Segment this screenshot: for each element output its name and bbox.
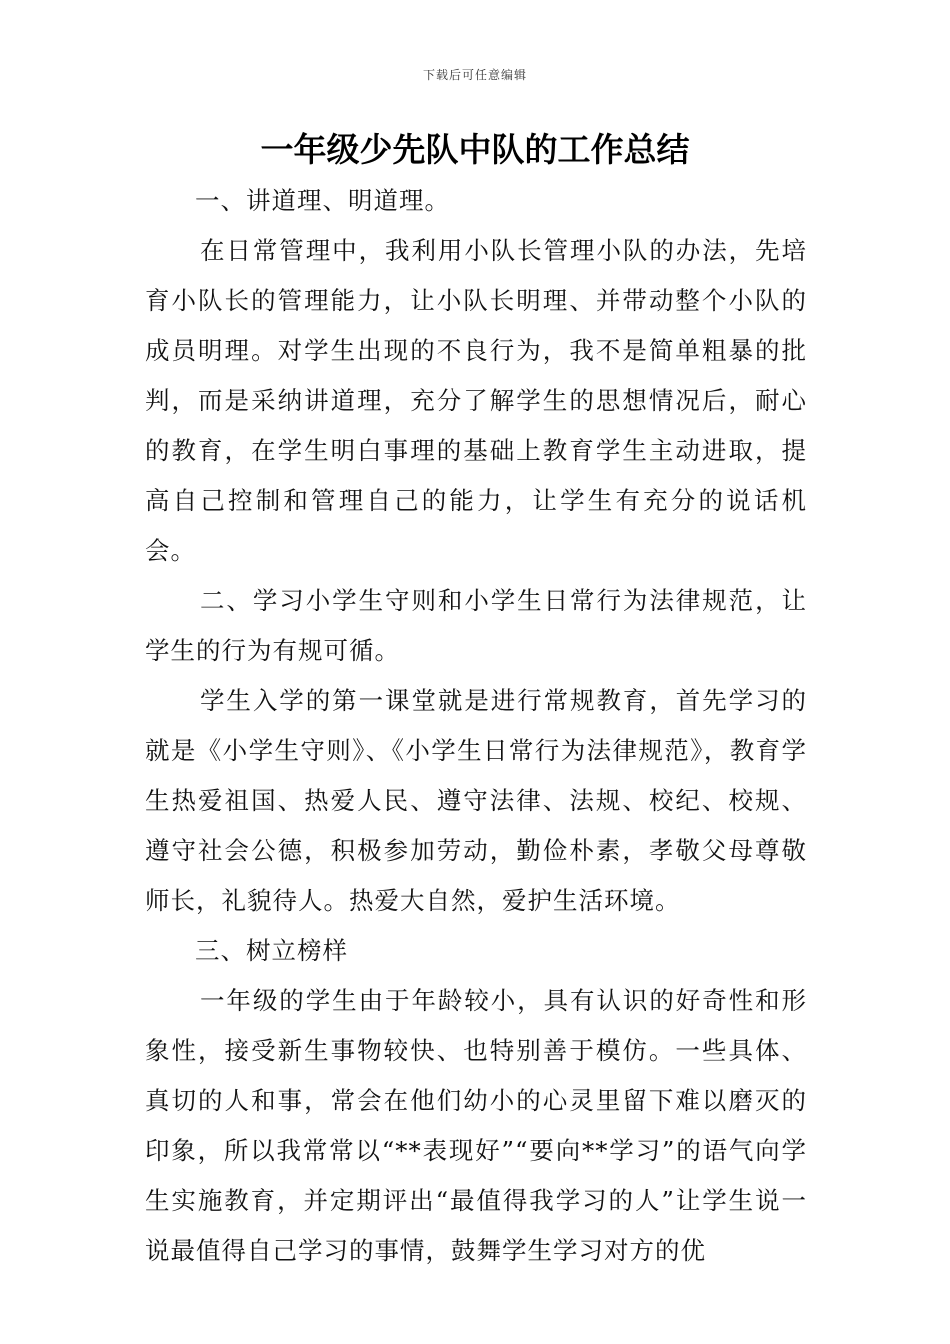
- section-heading-2: 二、学习小学生守则和小学生日常行为法律规范，让学生的行为有规可循。: [145, 586, 807, 665]
- document-body: [145, 176, 807, 1276]
- document-title: 一年级少先队中队的工作总结: [260, 130, 690, 169]
- paragraph-2: 学生入学的第一课堂就是进行常规教育，首先学习的就是《小学生守则》、《小学生日常行为法律规范》，教育学生热爱祖国、热爱人民、遵守法律、法规、校纪、校规、遵守社会公德，积极参加劳动，勤俭朴素，孝敬父母尊敬师长，礼貌待人。热爱大自然，爱护生活环境。: [145, 686, 807, 915]
- section-heading-1: 一、讲道理、明道理。: [195, 186, 450, 215]
- section-heading-3: 三、树立榜样: [195, 936, 348, 965]
- paragraph-3: 一年级的学生由于年龄较小，具有认识的好奇性和形象性，接受新生事物较快、也特别善于模仿。一些具体、真切的人和事，常会在他们幼小的心灵里留下难以磨灭的印象，所以我常常以“**表现好”“要向**学习”的语气向学生实施教育，并定期评出“最值得我学习的人”让学生说一说最值得自己学习的事情，鼓舞学生学习对方的优: [145, 986, 807, 1265]
- paragraph-1: 在日常管理中，我利用小队长管理小队的办法，先培育小队长的管理能力，让小队长明理、并带动整个小队的成员明理。对学生出现的不良行为，我不是简单粗暴的批判，而是采纳讲道理，充分了解学生的思想情况后，耐心的教育，在学生明白事理的基础上教育学生主动进取，提高自己控制和管理自己的能力，让学生有充分的说话机会。: [145, 236, 807, 565]
- header-note: 下载后可任意编辑: [422, 68, 527, 82]
